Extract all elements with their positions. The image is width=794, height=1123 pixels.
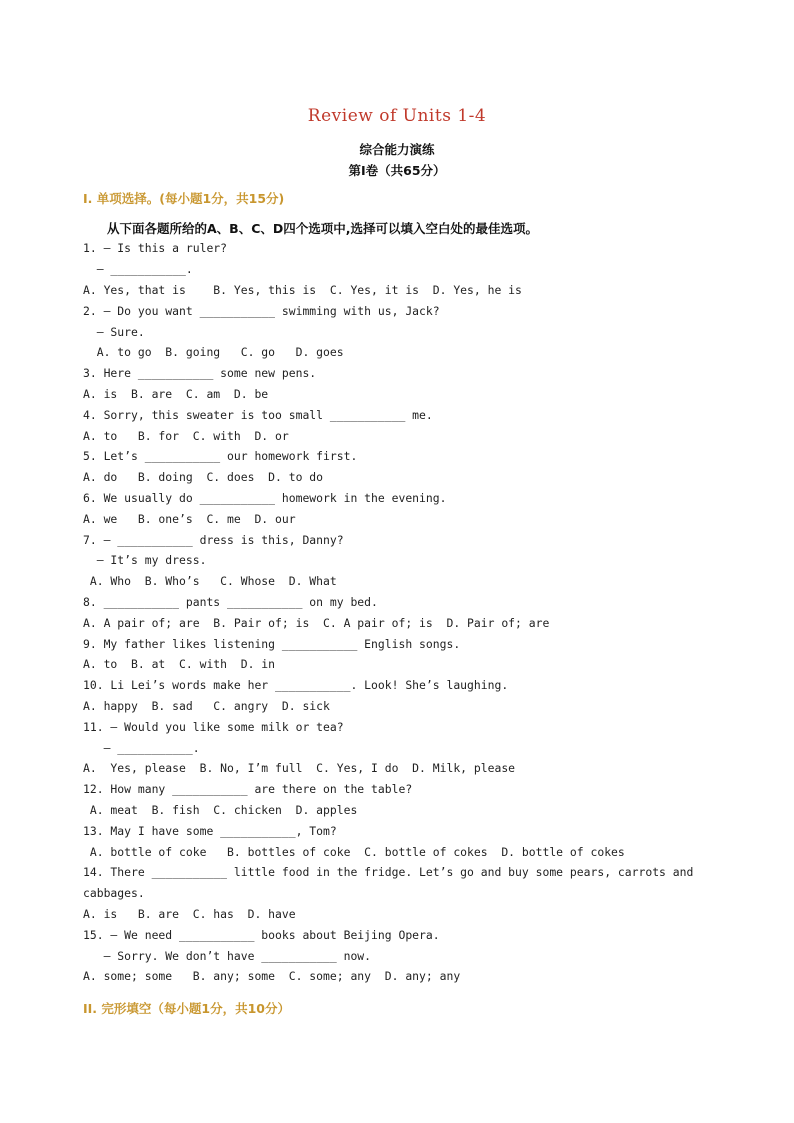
question-line: 5. Let’s ___________ our homework first. xyxy=(83,449,358,463)
options-line: A. to go B. going C. go D. goes xyxy=(83,345,344,359)
question-line: 10. Li Lei’s words make her ___________. Look! She’s laughing. xyxy=(83,678,509,692)
options-line: A. do B. doing C. does D. to do xyxy=(83,470,324,484)
options-line: A. bottle of coke B. bottles of coke C. bottle of cokes D. bottle of cokes xyxy=(83,845,625,859)
options-line: A. meat B. fish C. chicken D. apples xyxy=(83,803,358,817)
answer-line: — It’s my dress. xyxy=(83,553,207,567)
question-line: 11. — Would you like some milk or tea? xyxy=(83,720,344,734)
options-line: A. is B. are C. am D. be xyxy=(83,387,269,401)
options-line: A. Yes, please B. No, I’m full C. Yes, I do D. Milk, please xyxy=(83,761,516,775)
question-line: 6. We usually do ___________ homework in the evening. xyxy=(83,491,447,505)
question-line: 15. — We need ___________ books about Beijing Opera. xyxy=(83,928,440,942)
answer-line: — Sorry. We don’t have ___________ now. xyxy=(83,949,372,963)
options-line: A. is B. are C. has D. have xyxy=(83,907,296,921)
question-line: 13. May I have some ___________, Tom? xyxy=(83,824,337,838)
question-line: 14. There ___________ little food in the fridge. Let’s go and buy some pears, carrots and cabbages. xyxy=(83,865,694,900)
page-subtitle: 综合能力演练 xyxy=(359,142,435,157)
question-line: 12. How many ___________ are there on the table? xyxy=(83,782,413,796)
answer-line: — Sure. xyxy=(83,325,145,339)
question-line: 2. — Do you want ___________ swimming with us, Jack? xyxy=(83,304,440,318)
options-line: A. to B. for C. with D. or xyxy=(83,429,289,443)
question-line: 3. Here ___________ some new pens. xyxy=(83,366,317,380)
question-line: 7. — ___________ dress is this, Danny? xyxy=(83,533,344,547)
options-line: A. A pair of; are B. Pair of; is C. A pair of; is D. Pair of; are xyxy=(83,616,550,630)
question-line: 9. My father likes listening ___________ English songs. xyxy=(83,637,461,651)
question-line: 4. Sorry, this sweater is too small ___________ me. xyxy=(83,408,433,422)
options-line: A. we B. one’s C. me D. our xyxy=(83,512,296,526)
section-heading-2: II. 完形填空（每小题1分，共10分） xyxy=(83,1001,290,1016)
answer-line: — ___________. xyxy=(83,741,200,755)
options-line: A. some; some B. any; some C. some; any D. any; any xyxy=(83,969,461,983)
answer-line: — ___________. xyxy=(83,262,193,276)
page-title: Review of Units 1-4 xyxy=(307,106,487,126)
volume-heading: 第Ⅰ卷（共65分） xyxy=(348,163,446,178)
options-line: A. Yes, that is B. Yes, this is C. Yes, it is D. Yes, he is xyxy=(83,283,522,297)
instructions: 从下面各题所给的A、B、C、D四个选项中,选择可以填入空白处的最佳选项。 xyxy=(107,221,539,236)
options-line: A. Who B. Who’s C. Whose D. What xyxy=(83,574,337,588)
question-line: 1. — Is this a ruler? xyxy=(83,241,228,255)
options-line: A. happy B. sad C. angry D. sick xyxy=(83,699,330,713)
question-line: 8. ___________ pants ___________ on my bed. xyxy=(83,595,378,609)
options-line: A. to B. at C. with D. in xyxy=(83,657,276,671)
section-heading-1: I. 单项选择。(每小题1分，共15分) xyxy=(83,191,285,206)
